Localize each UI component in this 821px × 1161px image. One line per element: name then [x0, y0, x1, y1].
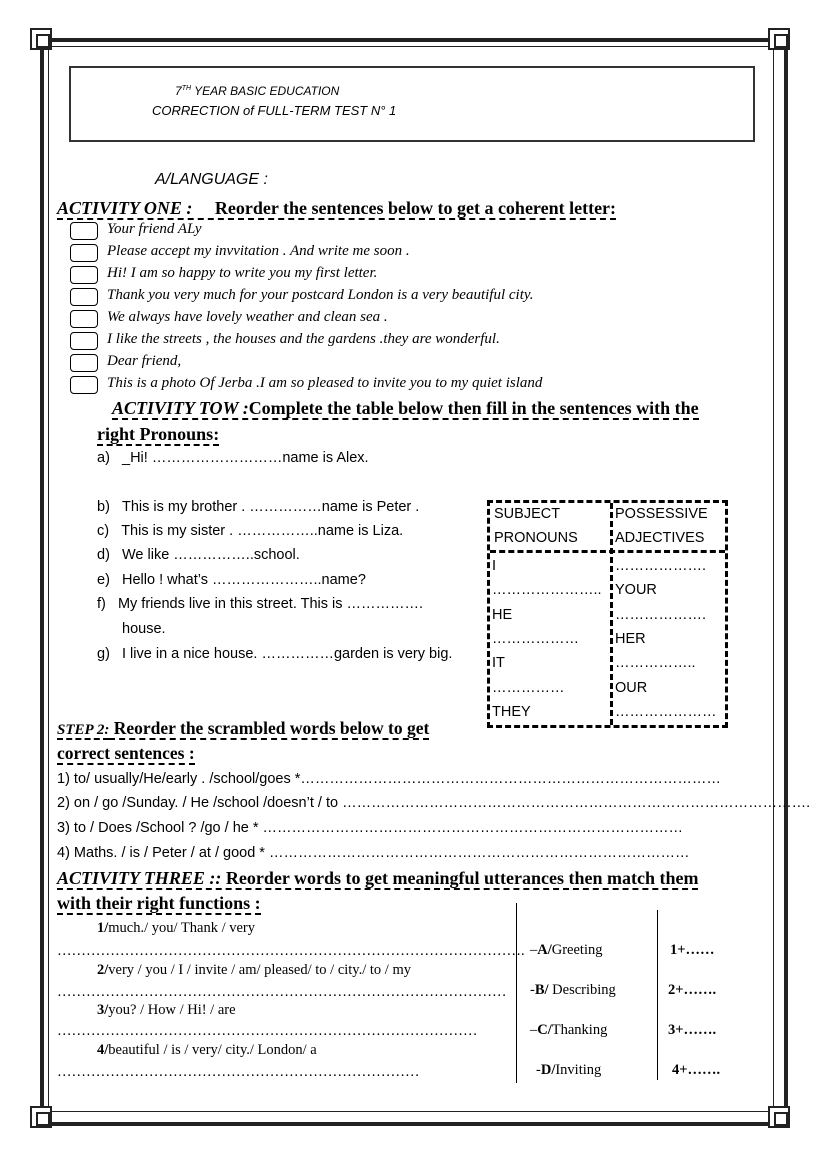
table-header: SUBJECT [494, 506, 561, 522]
pronoun-item: c) This is my sister . ……………..name is Liza. [97, 523, 404, 539]
pronoun-item: f) My friends live in this street. This is ……………. [97, 596, 424, 612]
order-box[interactable] [70, 310, 98, 328]
corner-ornament [768, 28, 790, 50]
letter-sentence: I like the streets , the houses and the gardens .they are wonderful. [107, 331, 500, 347]
activity-two-title: ACTIVITY TOW :Complete the table below then fill in the sentences with the [112, 398, 699, 418]
table-cell: ……………… [492, 631, 579, 647]
table-cell: YOUR [615, 582, 657, 598]
match-answer: 1+…… [670, 942, 715, 958]
letter-sentence: This is a photo Of Jerba .I am so pleased to invite you to my quiet island [107, 375, 543, 391]
letter-sentence: We always have lovely weather and clean sea . [107, 309, 388, 325]
letter-sentence: Hi! I am so happy to write you my first letter. [107, 265, 378, 281]
corner-ornament [768, 1106, 790, 1128]
table-cell: HE [492, 607, 513, 623]
letter-sentence: Your friend ALy [107, 221, 202, 237]
answer-line: …………………………………………………………………………… [57, 1023, 478, 1039]
utterance-item: 2/very / you / I / invite / am/ pleased/ to / city./ to / my [97, 962, 411, 978]
utterance-item: 3/you? / How / Hi! / are [97, 1002, 236, 1018]
table-cell: ………………. [615, 607, 707, 623]
table-cell: ………………….. [492, 582, 602, 598]
table-cell: ………………. [615, 558, 707, 574]
order-box[interactable] [70, 376, 98, 394]
table-cell: THEY [492, 704, 531, 720]
table-cell: ………………… [615, 704, 717, 720]
function-item: –A/Greeting [530, 942, 603, 958]
function-item: –C/Thanking [530, 1022, 608, 1038]
scrambled-item: 2) on / go /Sunday. / He /school /doesn’t / to ……………………………………………………………………………………. [57, 795, 811, 811]
answer-line: ……………………………………………………………………………………. [57, 943, 525, 959]
step2-title: STEP 2: Reorder the scrambled words below to get [57, 718, 430, 738]
corner-ornament [30, 28, 52, 50]
pronoun-item-cont: house. [122, 621, 166, 637]
table-header: PRONOUNS [494, 530, 578, 546]
scrambled-item: 4) Maths. / is / Peter / at / good * …………………………………………………………………………… [57, 845, 690, 861]
letter-sentence: Please accept my invvitation . And write me soon . [107, 243, 410, 259]
pronoun-item: d) We like ……………..school. [97, 547, 300, 563]
utterance-item: 1/much./ you/ Thank / very [97, 920, 256, 936]
table-cell: HER [615, 631, 646, 647]
table-divider [490, 550, 725, 553]
section-title: A/LANGUAGE : [155, 171, 268, 188]
column-divider [516, 903, 517, 1083]
order-box[interactable] [70, 222, 98, 240]
activity-three-title: ACTIVITY THREE :: Reorder words to get meaningful utterances then match them [57, 868, 699, 888]
header-title: CORRECTION of FULL-TERM TEST N° 1 [152, 103, 397, 118]
table-cell: I [492, 558, 497, 574]
activity-one-title: ACTIVITY ONE : Reorder the sentences below to get a coherent letter: [57, 198, 617, 218]
letter-sentence: Thank you very much for your postcard London is a very beautiful city. [107, 287, 534, 303]
letter-sentence: Dear friend, [107, 353, 182, 369]
order-box[interactable] [70, 354, 98, 372]
answer-line: ………………………………………………………………… [57, 1064, 420, 1080]
pronoun-item: b) This is my brother . ……………name is Peter . [97, 499, 420, 515]
corner-ornament [30, 1106, 52, 1128]
order-box[interactable] [70, 244, 98, 262]
order-box[interactable] [70, 332, 98, 350]
pronoun-item: e) Hello ! what’s …………………..name? [97, 572, 366, 588]
table-divider [610, 503, 613, 725]
scrambled-item: 1) to/ usually/He/early . /school/goes *…………………………………………………………………………… [57, 771, 721, 787]
pronoun-item: a) _Hi! ………………………name is Alex. [97, 450, 369, 466]
table-cell: OUR [615, 680, 648, 696]
scrambled-item: 3) to / Does /School ? /go / he * …………………………………………………………………………… [57, 820, 684, 836]
table-cell: …………….. [615, 655, 696, 671]
order-box[interactable] [70, 266, 98, 284]
utterance-item: 4/beautiful / is / very/ city./ London/ a [97, 1042, 317, 1058]
activity-two-title-cont: right Pronouns: [97, 424, 220, 444]
table-header: POSSESSIVE [615, 506, 708, 522]
header-level: 7TH YEAR BASIC EDUCATION [175, 84, 340, 98]
order-box[interactable] [70, 288, 98, 306]
match-answer: 4+……. [672, 1062, 721, 1078]
match-answer: 3+……. [668, 1022, 717, 1038]
function-item: -D/Inviting [536, 1062, 602, 1078]
pronoun-item: g) I live in a nice house. ……………garden is very big. [97, 646, 453, 662]
column-divider [657, 910, 658, 1080]
match-answer: 2+……. [668, 982, 717, 998]
table-cell: IT [492, 655, 505, 671]
step2-title-cont: correct sentences : [57, 743, 195, 763]
function-item: -B/ Describing [530, 982, 616, 998]
answer-line: ………………………………………………………………………………… [57, 984, 507, 1000]
table-header: ADJECTIVES [615, 530, 705, 546]
activity-three-title-cont: with their right functions : [57, 893, 261, 913]
table-cell: …………… [492, 680, 565, 696]
